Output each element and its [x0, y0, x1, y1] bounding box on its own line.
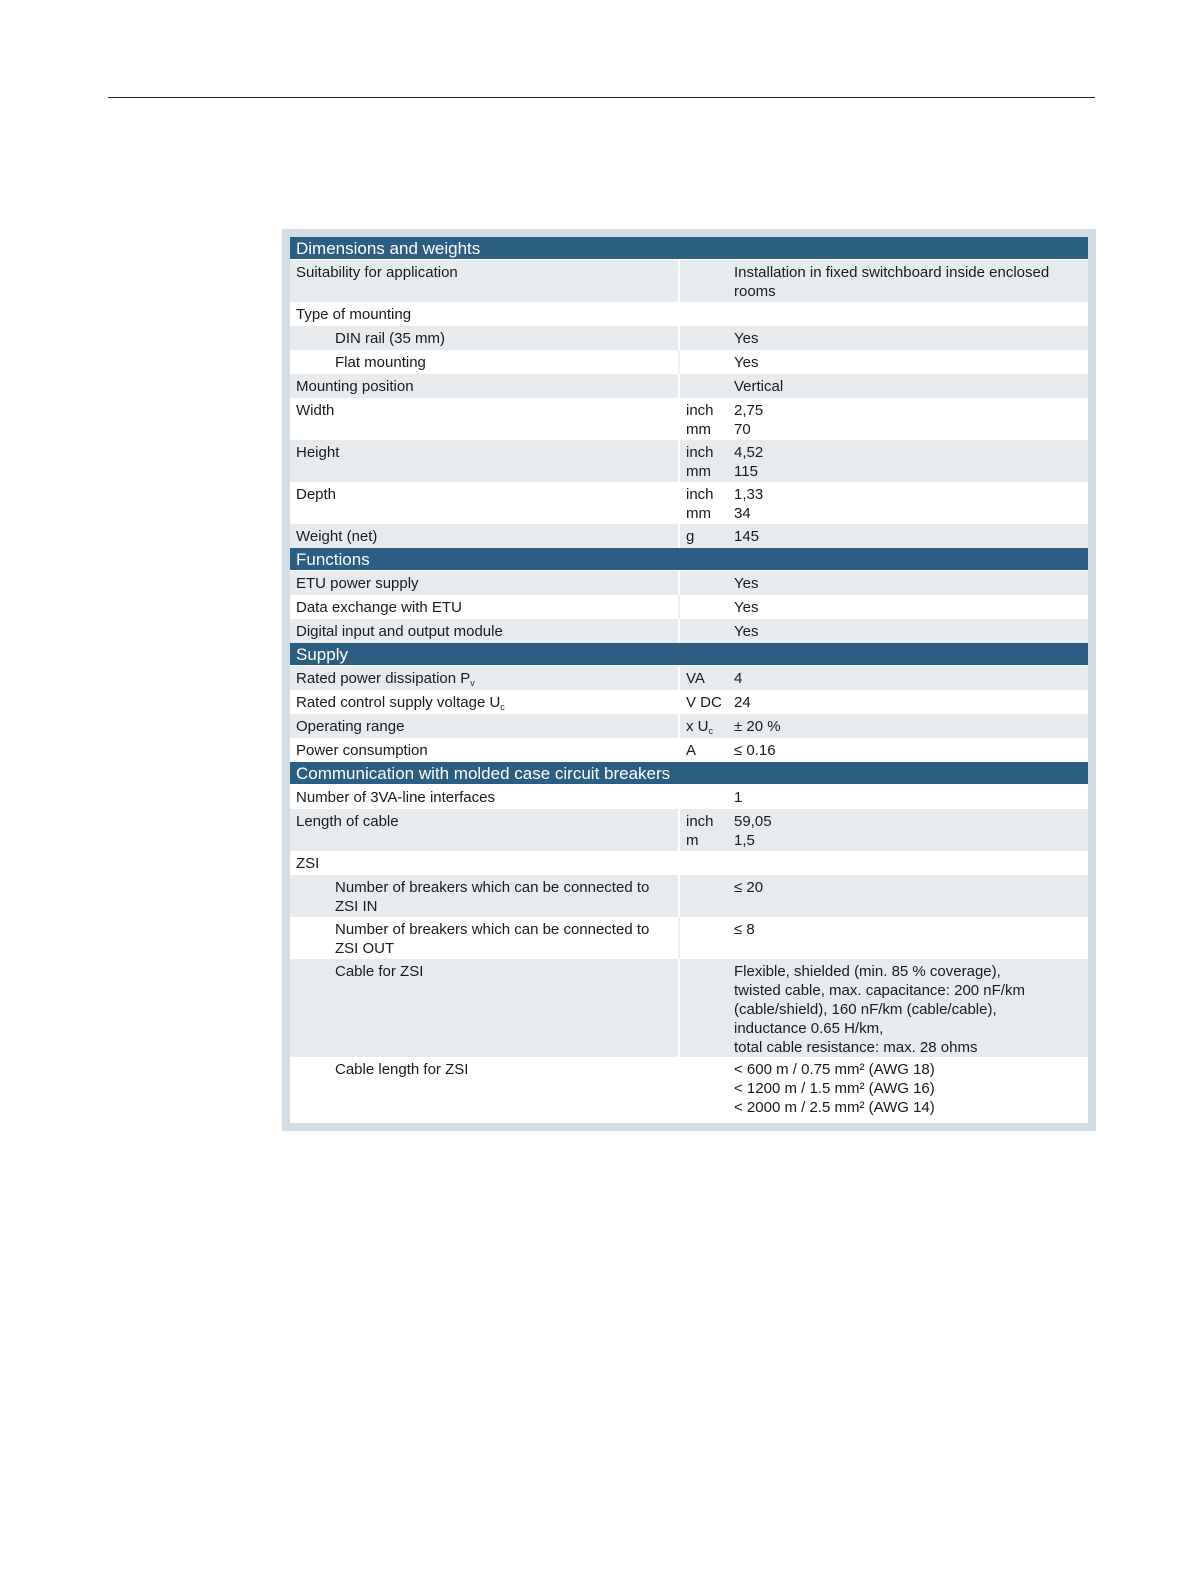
- unit-power-consumption: A: [678, 738, 728, 762]
- row-zsi-out: [290, 917, 1088, 959]
- label-power-consumption: Power consumption: [296, 742, 428, 759]
- value-control-voltage: 24: [734, 694, 751, 711]
- value-mounting-position: Vertical: [734, 378, 784, 395]
- label-cable-length: Length of cable: [296, 813, 399, 830]
- value-etu-power: Yes: [734, 575, 759, 592]
- row-mounting-type: [290, 302, 1088, 326]
- value-3va-interfaces: 1: [734, 789, 743, 806]
- row-zsi-cable: [290, 959, 1088, 1057]
- label-operating-range: Operating range: [296, 718, 405, 735]
- label-control-voltage: Rated control supply voltage $U_c$: [296, 694, 505, 712]
- row-zsi: [290, 851, 1088, 875]
- unit-height: inch mm: [678, 440, 728, 482]
- label-zsi-in: Number of breakers which can be connected to ZSI IN: [335, 879, 650, 915]
- row-zsi-cable-length: [290, 1057, 1088, 1119]
- label-width: Width: [296, 402, 335, 419]
- section-functions-header: Functions: [290, 548, 1088, 571]
- row-data-exchange: [290, 595, 1088, 619]
- label-zsi: ZSI: [296, 855, 320, 872]
- label-power-dissipation: Rated power dissipation $P_v$: [296, 670, 475, 688]
- label-depth: Depth: [296, 486, 337, 503]
- value-din-rail: Yes: [734, 330, 759, 347]
- section-dimensions-header: Dimensions and weights: [290, 237, 1088, 260]
- label-zsi-out: Number of breakers which can be connected to ZSI OUT: [335, 921, 650, 957]
- value-flat-mounting: Yes: [734, 354, 759, 371]
- label-suitability: Suitability for application: [296, 264, 458, 281]
- value-zsi-in: ≤ 20: [734, 879, 764, 896]
- label-flat-mounting: Flat mounting: [335, 354, 426, 371]
- label-3va-interfaces: Number of 3VA-line interfaces: [296, 789, 495, 806]
- unit-control-voltage: V DC: [678, 690, 728, 714]
- unit-operating-range: x $U_c$: [678, 714, 728, 738]
- label-height: Height: [296, 444, 340, 461]
- unit-depth: inch mm: [678, 482, 728, 524]
- value-power-dissipation: 4: [734, 670, 743, 687]
- value-cable-length: 59,05 1,5: [734, 813, 772, 849]
- row-3va-interfaces: [290, 785, 1088, 809]
- row-din-rail: [290, 326, 1088, 350]
- unit-weight: g: [678, 524, 728, 548]
- label-weight: Weight (net): [296, 528, 378, 545]
- row-width: [290, 398, 1088, 440]
- row-mounting-position: [290, 374, 1088, 398]
- value-suitability: Installation in fixed switchboard inside enclosed rooms: [734, 264, 1050, 300]
- section-supply-header: Supply: [290, 643, 1088, 666]
- unit-power-dissipation: VA: [678, 666, 728, 690]
- table-body: [290, 237, 1088, 1123]
- label-din-rail: DIN rail (35 mm): [335, 330, 446, 347]
- label-mounting-type: Type of mounting: [296, 306, 412, 323]
- value-width: 2,75 70: [734, 402, 764, 438]
- row-suitability: [290, 260, 1088, 302]
- value-dio-module: Yes: [734, 623, 759, 640]
- value-height: 4,52 115: [734, 444, 764, 480]
- row-operating-range: [290, 714, 1088, 738]
- value-operating-range: ± 20 %: [734, 718, 781, 735]
- label-mounting-position: Mounting position: [296, 378, 414, 395]
- value-zsi-out: ≤ 8: [734, 921, 755, 938]
- row-height: [290, 440, 1088, 482]
- value-data-exchange: Yes: [734, 599, 759, 616]
- row-zsi-in: [290, 875, 1088, 917]
- row-power-consumption: [290, 738, 1088, 762]
- row-etu-power: [290, 571, 1088, 595]
- unit-cable-length: inch m: [678, 809, 728, 851]
- label-etu-power: ETU power supply: [296, 575, 419, 592]
- value-weight: 145: [734, 528, 760, 545]
- value-power-consumption: ≤ 0.16: [734, 742, 776, 759]
- header-rule: [108, 97, 1095, 98]
- row-dio-module: [290, 619, 1088, 643]
- row-flat-mounting: [290, 350, 1088, 374]
- section-communication-header: Communication with molded case circuit breakers: [290, 762, 1088, 785]
- row-power-dissipation: [290, 666, 1088, 690]
- technical-data-table: [282, 229, 1096, 1131]
- value-zsi-cable-length: < 600 m / 0.75 mm² (AWG 18) < 1200 m / 1.5 mm² (AWG 16) < 2000 m / 2.5 mm² (AWG 14): [734, 1061, 935, 1116]
- label-dio-module: Digital input and output module: [296, 623, 503, 640]
- unit-suitability: [678, 260, 728, 302]
- value-zsi-cable: Flexible, shielded (min. 85 % coverage), twisted cable, max. capacitance: 200 nF/km (cable/shield), 160 nF/km (cable/cable), inductance 0.65 H/km, total cable resistance: max. 28 ohms: [734, 963, 1025, 1056]
- row-depth: [290, 482, 1088, 524]
- value-depth: 1,33 34: [734, 486, 764, 522]
- label-zsi-cable-length: Cable length for ZSI: [335, 1061, 469, 1078]
- unit-width: inch mm: [678, 398, 728, 440]
- label-data-exchange: Data exchange with ETU: [296, 599, 462, 616]
- row-control-voltage: [290, 690, 1088, 714]
- row-weight: [290, 524, 1088, 548]
- label-zsi-cable: Cable for ZSI: [335, 963, 424, 980]
- row-cable-length: [290, 809, 1088, 851]
